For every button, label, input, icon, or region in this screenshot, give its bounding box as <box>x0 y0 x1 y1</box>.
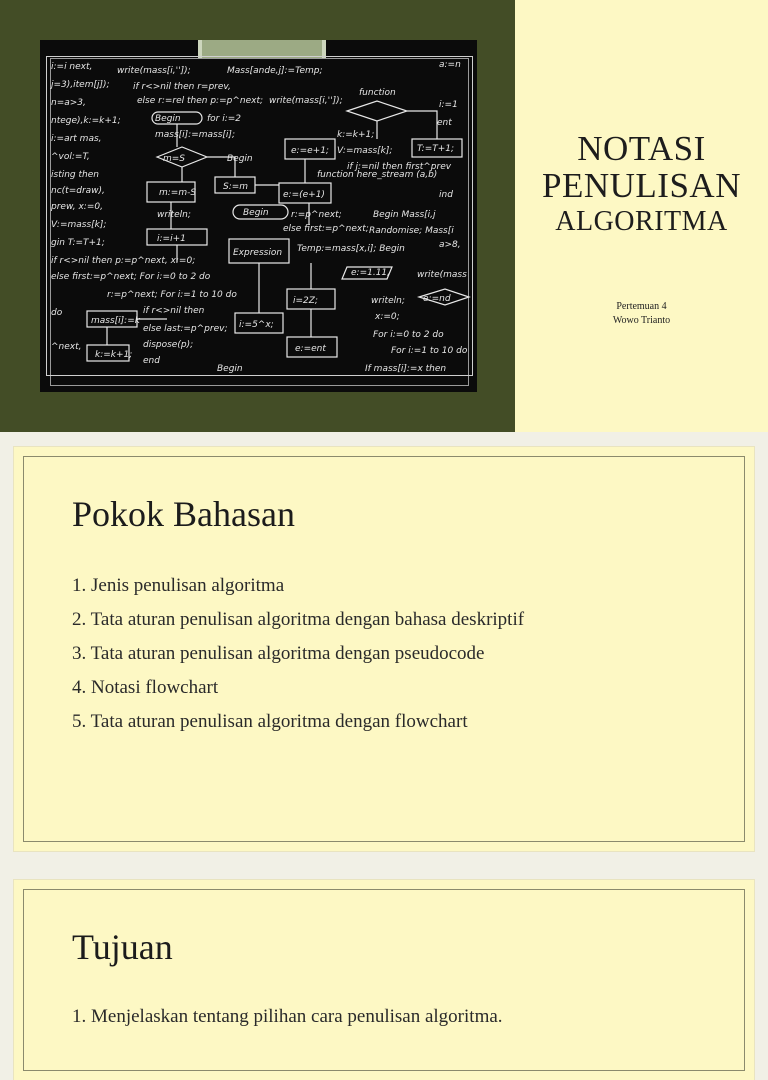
svg-text:else last:=p^prev;: else last:=p^prev; <box>143 324 228 334</box>
svg-text:i:=i+1: i:=i+1 <box>157 234 186 244</box>
svg-text:write(mass[i,'']);: write(mass[i,'']); <box>117 66 191 76</box>
svg-text:Begin: Begin <box>227 154 253 164</box>
svg-text:Begin Mass[i,j: Begin Mass[i,j <box>373 210 436 220</box>
svg-text:prew, x:=0,: prew, x:=0, <box>51 202 103 212</box>
svg-text:mass[i]:=mass[i];: mass[i]:=mass[i]; <box>155 130 235 140</box>
svg-text:if r<>nil then r=prev,: if r<>nil then r=prev, <box>133 82 231 92</box>
svg-text:if r<>nil then p:=p^next, x:=0: if r<>nil then p:=p^next, x:=0; <box>51 256 196 266</box>
svg-text:Mass[ande,j]:=Temp;: Mass[ande,j]:=Temp; <box>227 66 323 76</box>
svg-text:V:=mass[k];: V:=mass[k]; <box>51 220 107 230</box>
svg-text:Randomise; Mass[i: Randomise; Mass[i <box>369 226 454 236</box>
svg-text:function here_stream (a,b): function here_stream (a,b) <box>317 170 438 180</box>
svg-text:For i:=0 to 2 do: For i:=0 to 2 do <box>373 330 444 340</box>
olive-panel <box>0 0 515 432</box>
svg-text:Expression: Expression <box>233 248 283 258</box>
title-line-3: ALGORITMA <box>555 206 728 237</box>
svg-text:write(mass[i,'']);: write(mass[i,'']); <box>269 96 343 106</box>
slide-border <box>23 889 745 1071</box>
svg-text:Begin: Begin <box>217 364 243 374</box>
svg-text:Begin: Begin <box>243 208 269 218</box>
svg-text:end: end <box>143 356 160 366</box>
svg-text:nc(t=draw),: nc(t=draw), <box>51 186 105 196</box>
svg-text:a>8,: a>8, <box>439 240 461 250</box>
svg-text:m=S: m=S <box>163 154 186 164</box>
svg-text:if j:=nil then first^prev: if j:=nil then first^prev <box>347 162 452 172</box>
svg-text:if r<>nil then: if r<>nil then <box>143 306 205 316</box>
svg-text:ntege),k:=k+1;: ntege),k:=k+1; <box>51 116 121 126</box>
svg-text:i:=5^x;: i:=5^x; <box>239 320 274 330</box>
list-item: 1. Jenis penulisan algoritma <box>72 575 285 596</box>
svg-text:mass[i]:=k: mass[i]:=k <box>91 316 140 326</box>
subtitle <box>515 300 768 328</box>
svg-text:do: do <box>51 308 63 318</box>
svg-text:^next,: ^next, <box>51 342 82 352</box>
list-item: 5. Tata aturan penulisan algoritma dengan flowchart <box>72 711 468 732</box>
tujuan-slide <box>14 880 754 1080</box>
svg-text:i:=1: i:=1 <box>439 100 458 110</box>
svg-text:else first:=p^next;: else first:=p^next; <box>283 224 369 234</box>
pokok-bahasan-slide <box>14 447 754 851</box>
svg-text:else first:=p^next; For i:=0 t: else first:=p^next; For i:=0 to 2 do <box>51 272 211 282</box>
svg-text:else r:=rel then p:=p^next;: else r:=rel then p:=p^next; <box>137 96 263 106</box>
svg-text:write(mass: write(mass <box>417 270 467 280</box>
svg-text:T:=T+1;: T:=T+1; <box>417 144 455 154</box>
svg-text:for i:=2: for i:=2 <box>207 114 242 124</box>
svg-text:r:=p^next;: r:=p^next; <box>291 210 342 220</box>
title-line-1: NOTASI <box>577 129 706 168</box>
svg-text:a:=n: a:=n <box>439 60 461 70</box>
goal-list <box>72 1000 503 1034</box>
svg-text:k:=k+1;: k:=k+1; <box>337 130 375 140</box>
svg-text:n=a>3,: n=a>3, <box>51 98 86 108</box>
svg-text:V:=mass[k];: V:=mass[k]; <box>337 146 393 156</box>
svg-text:x:=0;: x:=0; <box>375 312 400 322</box>
svg-text:For i:=1 to 10 do: For i:=1 to 10 do <box>391 346 468 356</box>
chalkboard-drawing <box>46 56 473 376</box>
svg-text:writeln;: writeln; <box>157 210 191 220</box>
svg-text:Temp:=mass[x,i]; Begin: Temp:=mass[x,i]; Begin <box>297 244 405 254</box>
svg-text:Begin: Begin <box>155 114 181 124</box>
svg-text:S:=m: S:=m <box>223 182 249 192</box>
svg-text:j=3),item[j]);: j=3),item[j]); <box>51 80 110 90</box>
svg-text:i=2Z;: i=2Z; <box>293 296 318 306</box>
svg-text:m:=m-S: m:=m-S <box>159 188 197 198</box>
slide-title: Pokok Bahasan <box>72 494 295 534</box>
svg-text:k:=k+1;: k:=k+1; <box>95 350 133 360</box>
svg-text:r:=p^next; For i:=1 to 10 do: r:=p^next; For i:=1 to 10 do <box>107 290 237 300</box>
svg-text:dispose(p);: dispose(p); <box>143 340 194 350</box>
svg-text:e:=nd: e:=nd <box>423 294 451 304</box>
svg-text:If mass[i]:=x then: If mass[i]:=x then <box>365 364 447 374</box>
list-item: 4. Notasi flowchart <box>72 677 219 698</box>
svg-text:isting then: isting then <box>51 170 99 180</box>
title-heading <box>515 130 768 240</box>
svg-text:function: function <box>359 88 396 98</box>
list-item: 3. Tata aturan penulisan algoritma dengan pseudocode <box>72 643 485 664</box>
svg-text:e:=e+1;: e:=e+1; <box>291 146 329 156</box>
svg-text:writeln;: writeln; <box>371 296 405 306</box>
svg-text:e:=1.11,: e:=1.11, <box>351 268 391 278</box>
slide-title: Tujuan <box>72 927 173 967</box>
author-name: Wowo Trianto <box>612 315 671 326</box>
svg-text:gin T:=T+1;: gin T:=T+1; <box>51 238 105 248</box>
chalkboard-flowchart-image <box>40 40 477 392</box>
list-item: 1. Menjelaskan tentang pilihan cara penulisan algoritma. <box>72 1006 503 1027</box>
svg-text:ent: ent <box>437 118 452 128</box>
svg-text:e:=(e+1): e:=(e+1) <box>283 190 325 200</box>
svg-text:e:=ent: e:=ent <box>295 344 326 354</box>
svg-text:^vol:=T,: ^vol:=T, <box>51 152 90 162</box>
meeting-label: Pertemuan 4 <box>616 301 667 312</box>
svg-text:i:=art mas,: i:=art mas, <box>51 134 102 144</box>
title-slide <box>0 0 768 432</box>
list-item: 2. Tata aturan penulisan algoritma dengan bahasa deskriptif <box>72 609 525 630</box>
svg-text:i:=i next,: i:=i next, <box>51 62 93 72</box>
svg-text:ind: ind <box>439 190 453 200</box>
title-line-2: PENULISAN <box>542 166 741 205</box>
topic-list <box>72 569 524 739</box>
